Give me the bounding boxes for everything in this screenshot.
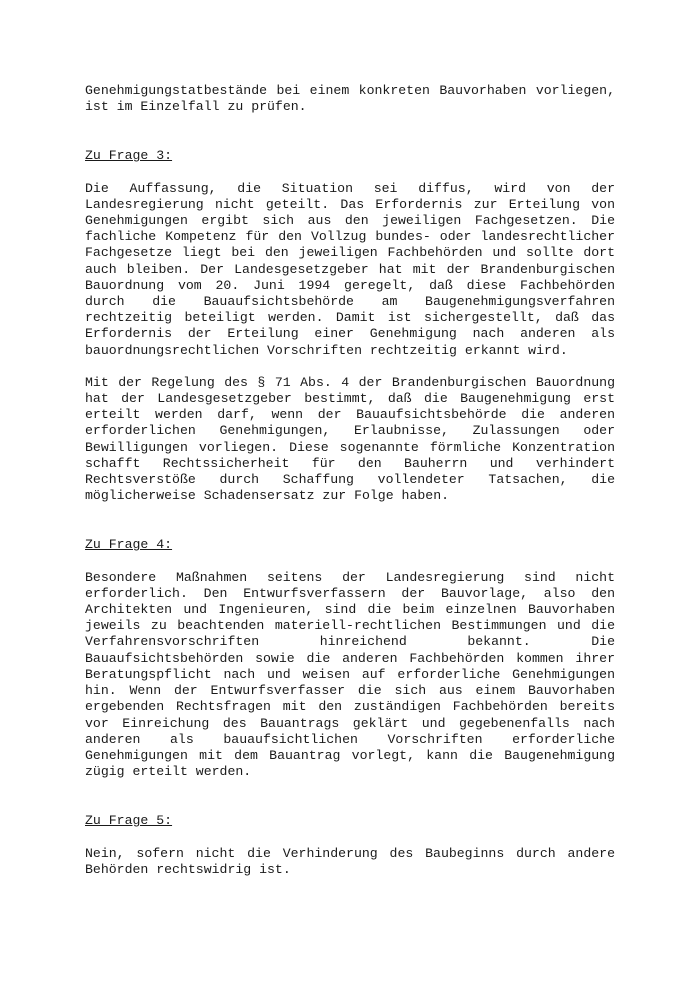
spacer [85, 830, 615, 846]
spacer [85, 359, 615, 375]
frage-3-paragraph-2: Mit der Regelung des § 71 Abs. 4 der Brandenburgischen Bauordnung hat der Landesgesetzgeber bestimmt, daß die Baugenehmigung erst erteilt werden darf, wenn der Bauaufsichtsbehörde die anderen erforderlichen Genehmigungen, Erlaubnisse, Zulassungen oder Bewilligungen vorliegen. Diese sogenannte förmliche Konzentration schafft Rechtssicherheit für den Bauherrn und verhindert Rechtsverstöße durch Schaffung vollendeter Tatsachen, die möglicherweise Schadensersatz zur Folge haben. [85, 374, 615, 504]
frage-3-heading: Zu Frage 3: [85, 148, 173, 164]
spacer [85, 115, 615, 148]
spacer [85, 554, 615, 570]
spacer [85, 165, 615, 181]
frage-5-heading: Zu Frage 5: [85, 813, 173, 829]
intro-paragraph: Genehmigungstatbestände bei einem konkreten Bauvorhaben vorliegen, ist im Einzelfall zu prüfen. [85, 83, 615, 115]
frage-5-paragraph-1: Nein, sofern nicht die Verhinderung des Baubeginns durch andere Behörden rechtswidrig ist. [85, 845, 615, 877]
spacer [85, 504, 615, 537]
spacer [85, 780, 615, 813]
frage-3-paragraph-1: Die Auffassung, die Situation sei diffus, wird von der Landesregierung nicht geteilt. Das Erfordernis zur Erteilung von Genehmigungen ergibt sich aus den jeweiligen Fachgesetzen. Die fachliche Kompetenz für den Vollzug bundes- oder landesrechtlicher Fachgesetze liegt bei den jeweiligen Fachbehörden und sollte dort auch bleiben. Der Landesgesetzgeber hat mit der Brandenburgischen Bauordnung vom 20. Juni 1994 geregelt, daß diese Fachbehörden durch die Bauaufsichtsbehörde am Baugenehmigungsverfahren rechtzeitig beteiligt werden. Damit ist sichergestellt, daß das Erfordernis der Erteilung einer Genehmigung nach anderen als bauordnungsrechtlichen Vorschriften rechtzeitig erkannt wird. [85, 180, 615, 358]
document-page [85, 83, 615, 878]
frage-4-heading: Zu Frage 4: [85, 537, 173, 553]
frage-4-paragraph-1: Besondere Maßnahmen seitens der Landesregierung sind nicht erforderlich. Den Entwurfsverfassern der Bauvorlage, also den Architekten und Ingenieuren, sind die beim einzelnen Bauvorhaben jeweils zu beachtenden materiell-rechtlichen Bestimmungen und die Verfahrensvorschriften hinreichend bekannt. Die Bauaufsichtsbehörden sowie die anderen Fachbehörden kommen ihrer Beratungspflicht nach und weisen auf erforderliche Genehmigungen hin. Wenn der Entwurfsverfasser die sich aus einem Bauvorhaben ergebenden Rechtsfragen mit den zuständigen Fachbehörden bereits vor Einreichung des Bauantrags geklärt und gegebenenfalls nach anderen als bauaufsichtlichen Vorschriften erforderliche Genehmigungen mit dem Bauantrag vorlegt, kann die Baugenehmigung zügig erteilt werden. [85, 569, 615, 780]
